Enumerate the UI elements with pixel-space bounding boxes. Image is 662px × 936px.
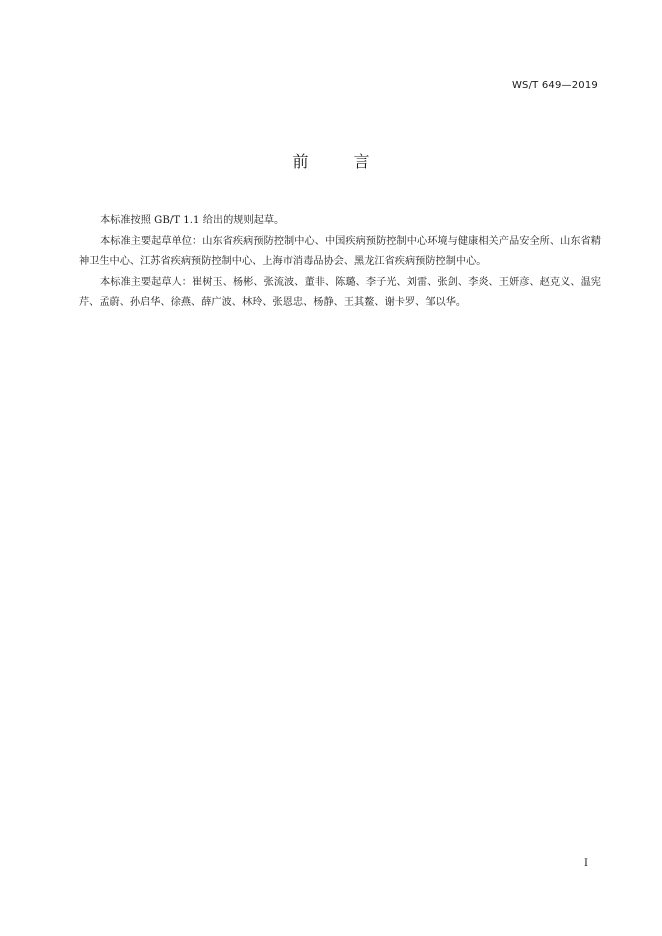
page-number: I [584,858,588,869]
paragraph-drafting-units: 本标准主要起草单位：山东省疾病预防控制中心、中国疾病预防控制中心环境与健康相关产品安全所、山东省精神卫生中心、江苏省疾病预防控制中心、上海市消毒品协会、黑龙江省疾病预防控制中心。 [79,235,601,267]
paragraph-drafters: 本标准主要起草人：崔树玉、杨彬、张流波、董非、陈璐、李子光、刘雷、张剑、李炎、王妍彦、赵克义、温宪芹、孟蔚、孙启华、徐燕、薛广波、林玲、张恩忠、杨静、王其鳌、谢卡罗、邹以华。 [79,276,601,308]
page-title: 前 言 [292,152,390,171]
foreword-body [79,211,601,314]
standard-code: WS/T 649—2019 [511,80,598,91]
paragraph-drafting-rules: 本标准按照 GB/T 1.1 给出的规则起草。 [100,215,285,226]
